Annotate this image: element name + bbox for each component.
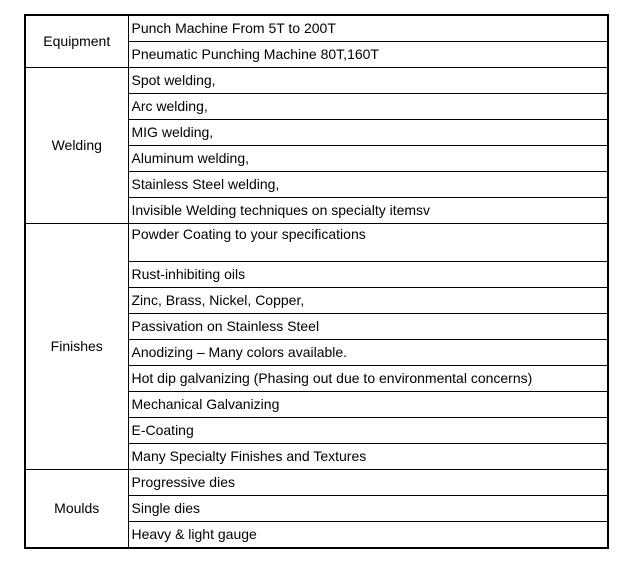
table-row: [25, 470, 608, 496]
item-cell: Passivation on Stainless Steel: [128, 314, 608, 340]
item-cell: Heavy & light gauge: [128, 522, 608, 549]
table-row: [25, 68, 608, 94]
capabilities-table: [24, 14, 609, 549]
item-cell: Zinc, Brass, Nickel, Copper,: [128, 288, 608, 314]
item-cell: Punch Machine From 5T to 200T: [128, 15, 608, 42]
item-cell: Arc welding,: [128, 94, 608, 120]
item-cell: Stainless Steel welding,: [128, 172, 608, 198]
item-cell: Mechanical Galvanizing: [128, 392, 608, 418]
item-cell: Hot dip galvanizing (Phasing out due to environmental concerns): [128, 366, 608, 392]
item-cell: Aluminum welding,: [128, 146, 608, 172]
item-cell: Powder Coating to your specifications: [128, 224, 608, 262]
item-cell: Many Specialty Finishes and Textures: [128, 444, 608, 470]
table-row: [25, 224, 608, 262]
item-cell: Invisible Welding techniques on specialty itemsv: [128, 198, 608, 224]
item-cell: MIG welding,: [128, 120, 608, 146]
item-cell: Single dies: [128, 496, 608, 522]
category-cell-welding: Welding: [25, 68, 128, 224]
category-cell-equipment: Equipment: [25, 15, 128, 68]
item-cell: Progressive dies: [128, 470, 608, 496]
table-row: [25, 15, 608, 42]
category-cell-moulds: Moulds: [25, 470, 128, 549]
item-cell: Spot welding,: [128, 68, 608, 94]
item-cell: E-Coating: [128, 418, 608, 444]
capabilities-table-body: [25, 15, 608, 548]
category-cell-finishes: Finishes: [25, 224, 128, 470]
item-cell: Anodizing – Many colors available.: [128, 340, 608, 366]
item-cell: Rust-inhibiting oils: [128, 262, 608, 288]
item-cell: Pneumatic Punching Machine 80T,160T: [128, 42, 608, 68]
